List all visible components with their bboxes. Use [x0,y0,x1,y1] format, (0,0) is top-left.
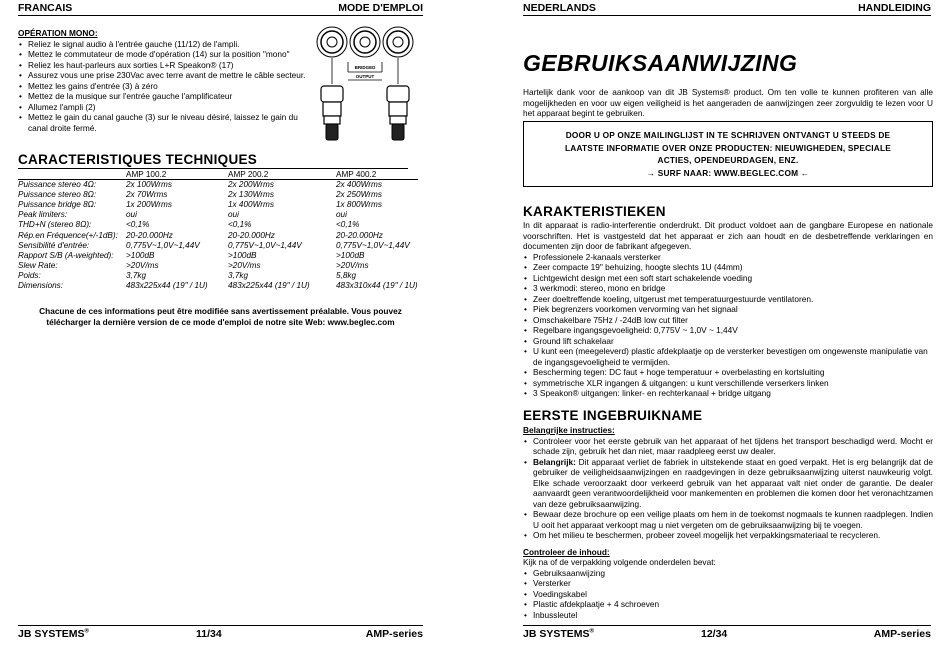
spec-cell: 3,7kg [126,270,147,280]
speakon-plug-left [321,86,343,140]
features-list [523,252,933,399]
spec-cell: Rép.en Fréquence(+/-1dB): [18,230,118,240]
important-label: Belangrijke instructies: [523,425,615,435]
spec-cell: <0,1% [126,220,150,230]
spec-cell: Poids: [18,270,41,280]
list-item: • Regelbare ingangsgevoeligheid: 0,775V ~ 1,0V ~ 1,44V [523,325,933,336]
spec-cell: oui [126,210,137,220]
list-item: • Zeer compacte 19" behuizing, hoogte slechts 1U (44mm) [523,262,933,273]
list-item: • Inbussleutel [523,610,933,621]
spec-cell: 483x310x44 (19" / 1U) [336,281,418,291]
list-item: • Om het milieu te beschermen, probeer zoveel mogelijk het verpakkingsmateriaal te recycleren. [523,530,933,541]
spec-cell: 483x225x44 (19" / 1U) [126,281,208,291]
speakon-connector-left [317,27,347,57]
list-item: • Zeer doeltreffende koeling, uitgerust met temperatuurgestuurde ventilatoren. [523,294,933,305]
spec-cell: 1x 200Wrms [126,200,172,210]
spec-cell: 20-20.000Hz [228,230,275,240]
spec-divider [18,168,408,169]
list-item: • Mettez le commutateur de mode d'opération (14) sur la position "mono" [18,49,313,60]
list-item: • Mettez les gains d'entrée (3) à zéro [18,81,313,92]
speakon-connector-right [383,27,413,57]
contents-list [523,568,933,621]
spec-cell: >100dB [228,250,257,260]
list-item: • Controleer voor het eerste gebruik van het apparaat of het tijdens het transport beschadigd werd. Mocht er schade zijn, gebruik het dan niet, maar raadpleeg eerst uw dealer. [523,436,933,457]
spec-cell: >100dB [336,250,365,260]
spec-row [18,261,418,271]
spec-cell: oui [336,210,347,220]
mono-title: OPÉRATION MONO: [18,28,98,38]
spec-cell: >20V/ms [126,260,159,270]
list-item: • Assurez vous une prise 230Vac avec terre avant de mettre le câble secteur. [18,70,313,81]
spec-cell: 2x 100Wrms [126,180,172,190]
mono-operation-section [18,28,313,133]
notice-text: Chacune de ces informations peut être modifiée sans avertissement préalable. Vous pouvez télécharger la dernière version de ce mode d'emploi de notre site Web: www.beglec.com [39,306,402,327]
manual-title: GEBRUIKSAANWIJZING [523,50,798,76]
list-item: • Gebruiksaanwijzing [523,568,933,579]
spec-cell: 2x 250Wrms [336,190,382,200]
spec-cell: <0,1% [336,220,360,230]
header-manual: MODE D'EMPLOI [338,2,423,14]
list-item: • Professionele 2-kanaals versterker [523,252,933,263]
speakon-plug-right [387,86,409,140]
list-item: • U kunt een (meegeleverd) plastic afdekplaatje op de versterker bevestigen om ongewenste manipulatie van de ingangsgevoeligheid te vermijden. [523,346,933,367]
list-item: • Plastic afdekplaatje + 4 schroeven [523,599,933,610]
list-item: • Ground lift schakelaar [523,336,933,347]
spec-cell: Puissance stereo 4Ω: [18,180,97,190]
contents-intro: Kijk na of de verpakking volgende onderdelen bevat: [523,557,716,567]
spec-cell: 2x 200Wrms [228,180,274,190]
spec-cell: <0,1% [228,220,252,230]
list-item: • symmetrische XLR ingangen & uitgangen: u kunt verschillende verserkers linken [523,378,933,389]
mono-list [18,39,313,134]
spec-header-row [18,170,418,180]
page-footer [18,625,423,641]
spec-row [18,271,418,281]
list-item: • Piek begrenzers voorkomen vervorming van het signaal [523,304,933,315]
list-item: • 3 Speakon® uitgangen: linker- en rechterkanaal + bridge uitgang [523,388,933,399]
spec-row [18,241,418,251]
spec-cell: 20-20.000Hz [126,230,173,240]
spec-cell: Peak limiters: [18,210,68,220]
spec-cell: 2x 400Wrms [336,180,382,190]
features-section [523,220,933,399]
spec-cell: 20-20.000Hz [336,230,383,240]
spec-cell: >20V/ms [228,260,261,270]
spec-cell: AMP 100.2 [126,170,167,179]
list-item: • 3 werkmodi: stereo, mono en bridge [523,283,933,294]
spec-cell: Rapport S/B (A-weighted): [18,250,114,260]
footer-series: AMP-series [365,628,423,640]
list-item: • Bescherming tegen: DC faut + hoge temperatuur + overbelasting en kortsluiting [523,367,933,378]
list-item: • Lichtgewicht design met een soft start schakelende voeding [523,273,933,284]
header-language: NEDERLANDS [523,2,596,14]
first-use-title: EERSTE INGEBRUIKNAME [523,408,703,423]
spec-row [18,251,418,261]
first-use-section [523,425,933,620]
spec-cell: 3,7kg [228,270,249,280]
spec-cell: Puissance bridge 8Ω: [18,200,97,210]
spec-cell: 5,8kg [336,270,357,280]
features-title: KARAKTERISTIEKEN [523,204,666,219]
spec-cell: 483x225x44 (19" / 1U) [228,281,310,291]
spec-row [18,220,418,230]
spec-cell: >20V/ms [336,260,369,270]
footer-page-number: 11/34 [196,628,222,640]
spec-row [18,190,418,200]
list-item: • Mettez le gain du canal gauche (3) sur le niveau désiré, laissez le gain du canal droite fermé. [18,112,313,133]
list-item: • Reliez le signal audio à l'entrée gauche (11/12) de l'ampli. [18,39,313,50]
list-item: • Voedingskabel [523,589,933,600]
list-item: • Bewaar deze brochure op een veilige plaats om hem in de toekomst nogmaals te kunnen raadplegen. Indien U ooit het apparaat verkoopt mag u niet vergeten om de gebruiksaanwijzing bij te voegen. [523,509,933,530]
page-footer [523,625,931,641]
bridged-label: BRIDGED [354,65,376,70]
spec-cell: Dimensions: [18,281,64,291]
spec-cell: Slew Rate: [18,260,58,270]
header-manual: HANDLEIDING [858,2,931,14]
mailing-list-box [523,121,933,187]
footer-page-number: 12/34 [701,628,728,640]
page-header [18,2,423,16]
footer-brand: JB SYSTEMS® [18,628,89,640]
important-list [523,436,933,541]
page-header [523,2,931,16]
header-language: FRANCAIS [18,2,73,14]
list-item: • Versterker [523,578,933,589]
spec-cell: 2x 130Wrms [228,190,274,200]
mailing-line-1: DOOR U OP ONZE MAILINGLIJST IN TE SCHRIJVEN ONTVANGT U STEEDS DE [565,130,891,140]
spec-cell: 0,775V~1,0V~1,44V [336,240,410,250]
spec-row [18,200,418,210]
list-item: • Omschakelbare 75Hz / -24dB low cut filter [523,315,933,326]
output-label: OUTPUT [355,74,375,79]
spec-cell: THD+N (stereo 8Ω): [18,220,92,230]
speakon-output-diagram [312,24,424,144]
spec-cell: 1x 800Wrms [336,200,382,210]
list-item: • Belangrijk: Dit apparaat verliet de fabriek in uitstekende staat en goed verpakt. Het is erg belangrijk dat de gebruiker de veiligheidsaanwijzingen en raadgevingen in deze gebruiksaanwijzing uiterst nauwkeurig volgt. Elke schade veroorzaakt door verkeerd gebruik van het apparaat valt niet onder de garantie. De dealer aanvaardt geen verantwoordelijkheid voor mankementen en problemen die komen door het veronachtzamen van deze gebruiksaanwijzing. [523,457,933,510]
spec-row [18,231,418,241]
spec-row [18,180,418,190]
contents-label: Controleer de inhoud: [523,546,610,557]
spec-title: CARACTERISTIQUES TECHNIQUES [18,152,258,167]
footer-brand: JB SYSTEMS® [523,628,594,640]
list-item: • Mettez de la musique sur l'entrée gauche l'amplificateur [18,91,313,102]
spec-row [18,281,418,291]
spec-cell: 1x 400Wrms [228,200,274,210]
spec-table [18,170,418,291]
mailing-line-3: ACTIES, OPENDEURDAGEN, ENZ. [657,155,799,165]
features-intro: In dit apparaat is radio-interferentie onderdrukt. Dit product voldoet aan de gangbare Europese en nationale voorschriften. Het is vastgesteld dat het apparaat er zich aan houdt en de desbetreffende verklaringen en documenten zijn door de fabrikant afgegeven. [523,220,933,251]
intro-paragraph: Hartelijk dank voor de aankoop van dit JB Systems® product. Om ten volle te kunnen profiteren van alle mogelijkheden en voor uw eigen veiligheid is het aangeraden de aanwijzingen zeer zorgvuldig te lezen voor U het apparaat begint te gebruiken. [523,87,933,118]
spec-row [18,210,418,220]
footer-series: AMP-series [873,628,931,640]
spec-cell: AMP 400.2 [336,170,377,179]
spec-cell: >100dB [126,250,155,260]
spec-cell: 0,775V~1,0V~1,44V [228,240,302,250]
spec-cell: Puissance stereo 8Ω: [18,190,97,200]
list-item: • Allumez l'ampli (2) [18,102,313,113]
spec-cell: Sensibilité d'entrée: [18,240,90,250]
mailing-line-4: → SURF NAAR: WWW.BEGLEC.COM ← [646,167,810,178]
page-right [475,0,950,654]
spec-cell: AMP 200.2 [228,170,269,179]
mailing-line-2: LAATSTE INFORMATIE OVER ONZE PRODUCTEN: NIEUWIGHEDEN, SPECIALE [565,142,891,153]
spec-cell: oui [228,210,239,220]
speakon-connector-middle [350,27,380,57]
list-item: • Reliez les haut-parleurs aux sorties L+R Speakon® (17) [18,60,313,71]
spec-cell: 2x 70Wrms [126,190,168,200]
spec-cell: 0,775V~1,0V~1,44V [126,240,200,250]
